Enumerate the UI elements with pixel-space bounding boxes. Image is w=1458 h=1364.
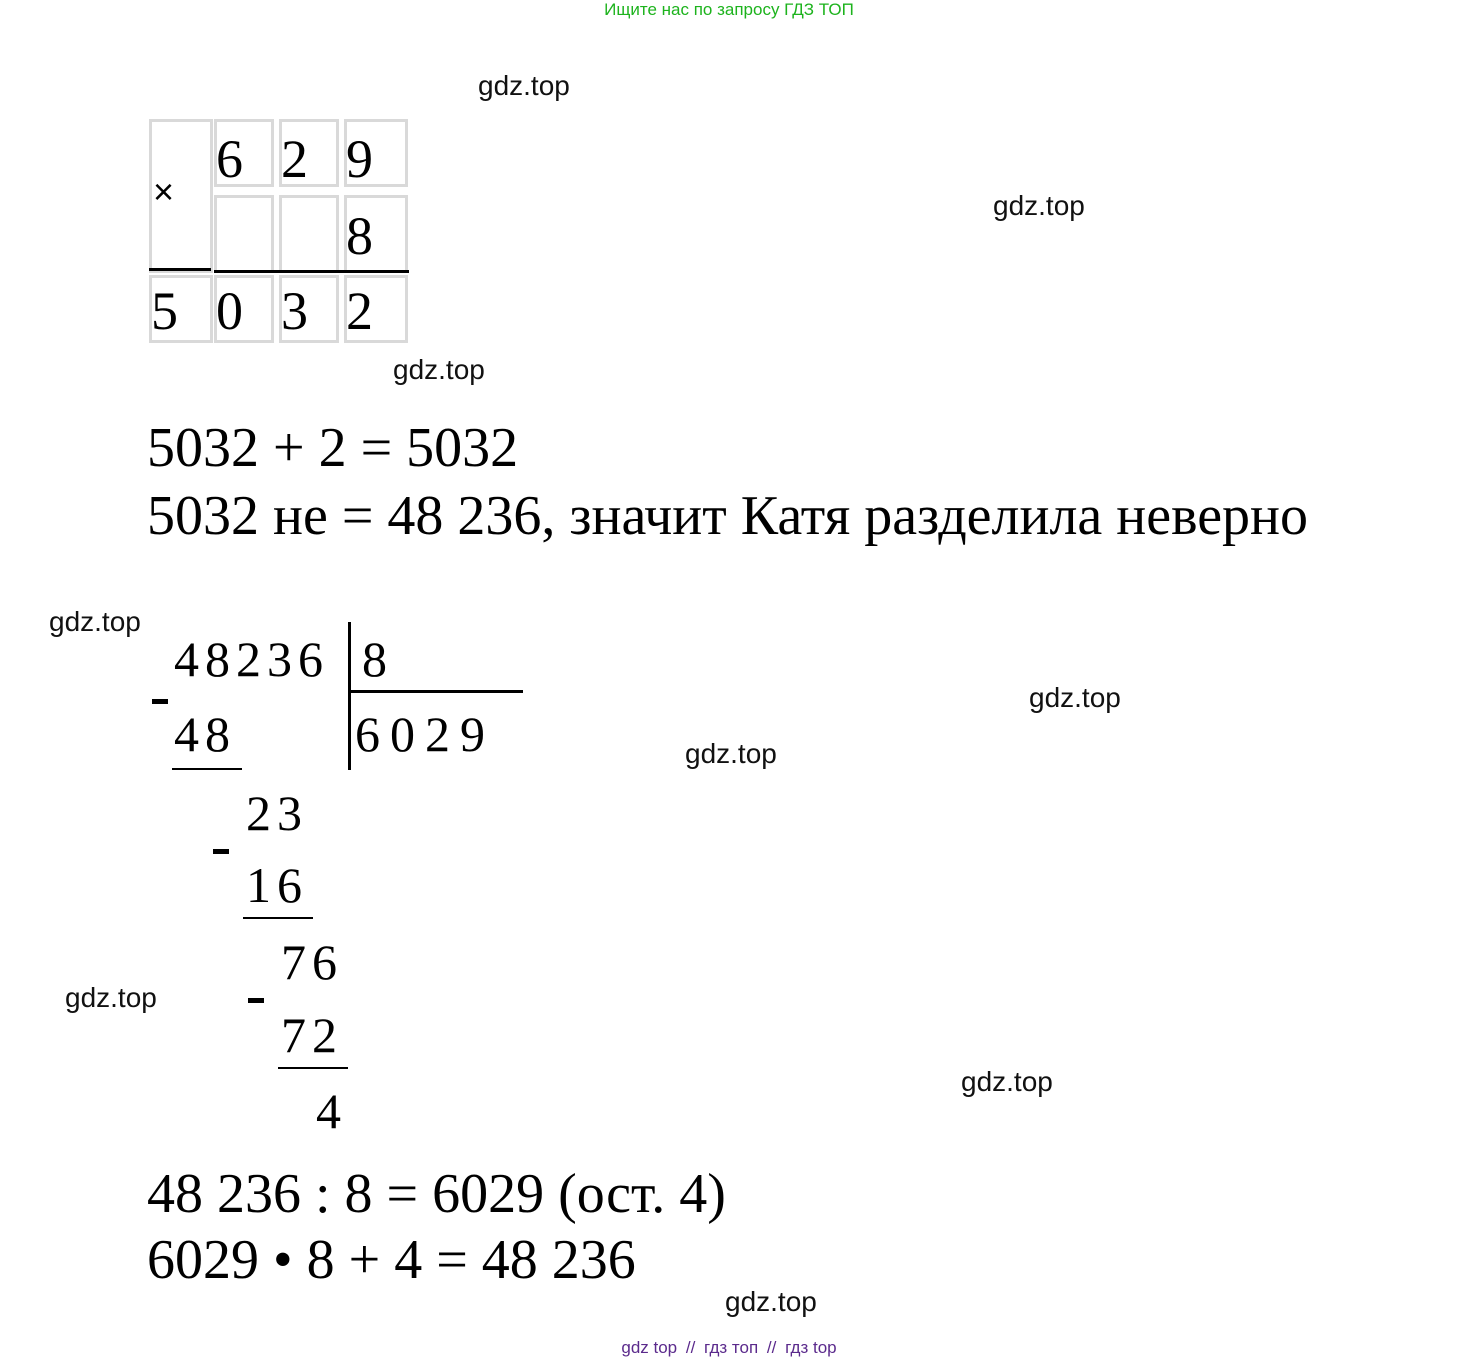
multiply-sign: × (153, 171, 175, 212)
division-bar (348, 622, 351, 770)
subtrahend: 48 (174, 706, 236, 762)
grid-cell (214, 195, 274, 273)
result-digit: 0 (216, 281, 243, 341)
quotient-line (351, 690, 523, 693)
minus-sign (152, 699, 168, 704)
quotient: 6029 (355, 706, 495, 762)
footer-separator: // (766, 1338, 777, 1357)
watermark: gdz.top (993, 190, 1085, 221)
watermark: gdz.top (725, 1286, 817, 1317)
result-digit: 5 (151, 281, 178, 341)
result-digit: 3 (281, 281, 308, 341)
subtrahend: 16 (246, 857, 308, 913)
top-digit: 6 (216, 129, 243, 189)
footer-links (0, 1338, 1458, 1358)
multiplier-digit: 8 (346, 206, 373, 266)
subtrahend: 72 (281, 1007, 343, 1063)
product-line (149, 268, 211, 271)
footer-separator: // (685, 1338, 696, 1357)
subtraction-line (278, 1067, 348, 1069)
top-digit: 9 (346, 129, 373, 189)
result-line: 48 236 : 8 = 6029 (ост. 4) (147, 1163, 726, 1225)
subtraction-line (172, 768, 242, 770)
product-line (214, 270, 409, 273)
watermark: gdz.top (393, 354, 485, 385)
remainder-step: 23 (246, 785, 308, 841)
top-digit: 2 (281, 129, 308, 189)
result-digit: 2 (346, 281, 373, 341)
watermark: gdz.top (478, 70, 570, 101)
subtraction-line (243, 917, 313, 919)
remainder-step: 76 (281, 934, 343, 990)
footer-link[interactable]: гдз top (785, 1338, 837, 1357)
watermark: gdz.top (49, 606, 141, 637)
watermark: gdz.top (685, 738, 777, 769)
watermark: gdz.top (1029, 682, 1121, 713)
check-line-2: 5032 не = 48 236, значит Катя разделила неверно (147, 485, 1309, 547)
footer-link[interactable]: gdz top (621, 1338, 678, 1357)
divisor: 8 (362, 631, 393, 687)
top-banner[interactable]: Ищите нас по запросу ГДЗ ТОП (604, 0, 854, 19)
dividend: 48236 (174, 631, 329, 687)
remainder: 4 (316, 1083, 347, 1139)
footer-link[interactable]: гдз топ (704, 1338, 759, 1357)
verify-line: 6029 • 8 + 4 = 48 236 (147, 1229, 636, 1291)
watermark: gdz.top (961, 1066, 1053, 1097)
minus-sign (213, 849, 229, 854)
check-line-1: 5032 + 2 = 5032 (147, 417, 519, 479)
watermark: gdz.top (65, 982, 157, 1013)
grid-cell (279, 195, 339, 273)
minus-sign (248, 998, 264, 1003)
